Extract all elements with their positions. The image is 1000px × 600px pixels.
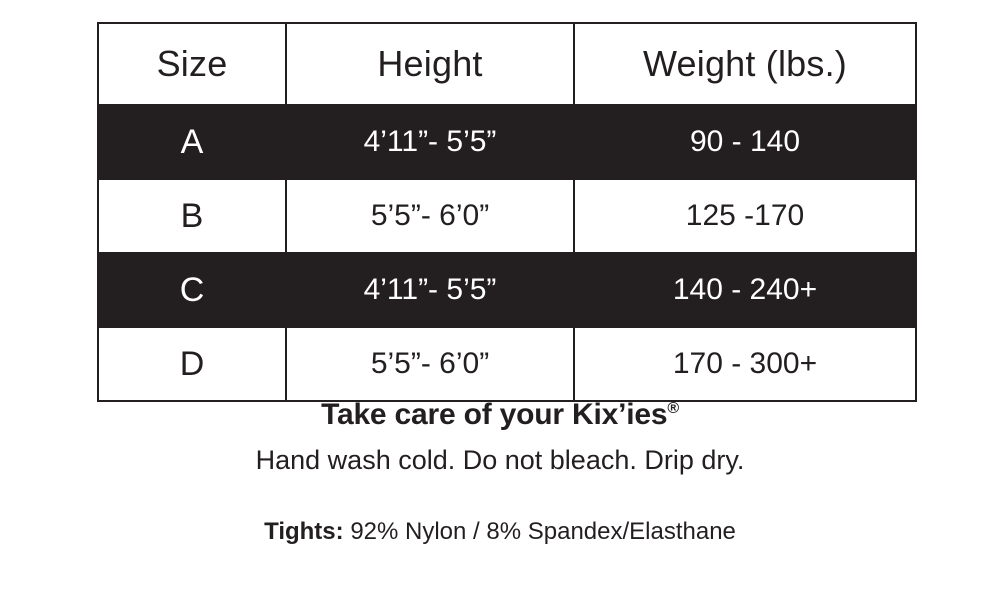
- size-chart-table-wrapper: [97, 22, 915, 402]
- cell-height: 4’11”- 5’5”: [286, 253, 574, 327]
- care-instructions: Hand wash cold. Do not bleach. Drip dry.: [255, 445, 745, 475]
- table-header: [98, 23, 916, 105]
- table-row: [98, 179, 916, 253]
- care-title-text: Take care of your Kix’ies: [321, 398, 668, 431]
- cell-weight: 125 -170: [574, 179, 916, 253]
- fabric-label: Tights:: [264, 518, 344, 546]
- cell-height: 5’5”- 6’0”: [286, 179, 574, 253]
- registered-trademark-icon: ®: [667, 400, 679, 417]
- care-title: [0, 398, 1000, 431]
- cell-height: 4’11”- 5’5”: [286, 105, 574, 179]
- care-section: [0, 398, 1000, 546]
- cell-height: 5’5”- 6’0”: [286, 327, 574, 401]
- cell-weight: 170 - 300+: [574, 327, 916, 401]
- cell-weight: 90 - 140: [574, 105, 916, 179]
- table-row: [98, 105, 916, 179]
- cell-size: B: [98, 179, 286, 253]
- column-header-size: Size: [98, 23, 286, 105]
- size-chart-table: [97, 22, 917, 402]
- table-row: [98, 327, 916, 401]
- column-header-height: Height: [286, 23, 574, 105]
- column-header-weight: Weight (lbs.): [574, 23, 916, 105]
- cell-size: D: [98, 327, 286, 401]
- table-header-row: [98, 23, 916, 105]
- table-row: [98, 253, 916, 327]
- cell-size: A: [98, 105, 286, 179]
- cell-weight: 140 - 240+: [574, 253, 916, 327]
- table-body: [98, 105, 916, 401]
- fabric-composition: [0, 518, 1000, 546]
- cell-size: C: [98, 253, 286, 327]
- fabric-value: 92% Nylon / 8% Spandex/Elasthane: [350, 518, 736, 546]
